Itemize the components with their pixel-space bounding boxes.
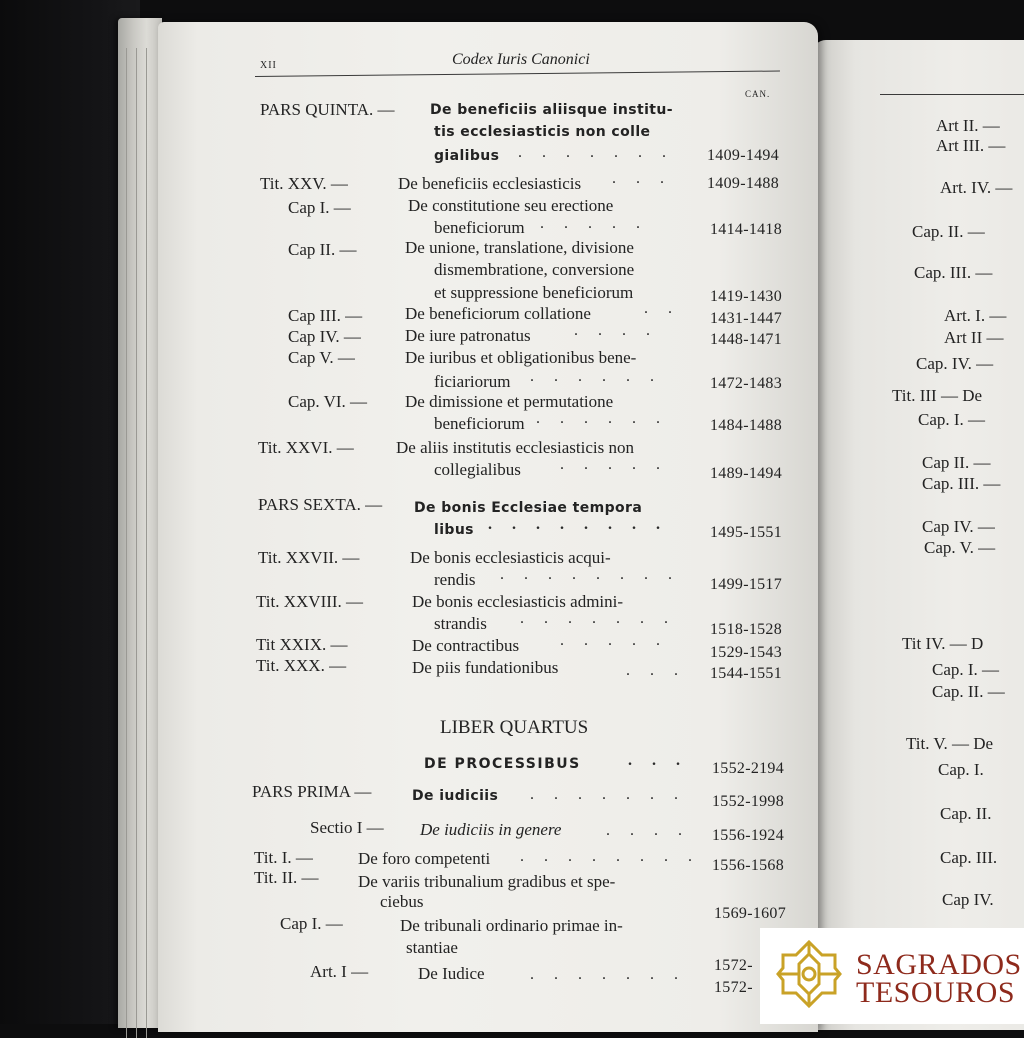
- entry-label: PARS PRIMA —: [252, 782, 372, 801]
- canon-ref: 1489-1494: [710, 465, 783, 482]
- right-entry: Cap. III. —: [914, 263, 993, 282]
- entry-text: De contractibus: [412, 636, 520, 655]
- entry-text: beneficiorum: [434, 218, 525, 237]
- canon-ref: 1414-1418: [710, 221, 783, 238]
- entry-text: dismembratione, conversione: [434, 260, 635, 279]
- entry-text: De Iudice: [418, 964, 485, 983]
- entry-label: Tit. II. —: [254, 868, 319, 887]
- entry-text: De beneficiis ecclesiasticis: [398, 174, 582, 193]
- brand-name-line1: SAGRADOS: [856, 948, 1022, 981]
- canon-ref: 1409-1494: [707, 147, 780, 164]
- right-entry: Cap IV.: [942, 890, 994, 909]
- canon-ref: 1569-1607: [714, 905, 787, 922]
- book-subheading: DE PROCESSIBUS: [424, 756, 581, 772]
- entry-text: strandis: [434, 614, 487, 633]
- canon-ref: 1572-: [714, 957, 753, 974]
- entry-text: ciebus: [380, 892, 424, 911]
- page-number: XII: [260, 60, 277, 71]
- canon-ref: 1529-1543: [710, 644, 783, 661]
- entry-text: De iuribus et obligationibus bene-: [405, 348, 637, 367]
- right-entry: Tit. V. — De: [906, 734, 994, 753]
- entry-text: De iudiciis in genere: [420, 820, 562, 839]
- right-header-rule: [880, 94, 1024, 95]
- column-label: CAN.: [745, 89, 771, 99]
- entry-label: Tit. XXVIII. —: [256, 592, 364, 611]
- canon-ref: 1572-: [714, 979, 753, 996]
- right-entry: Cap. IV. —: [916, 354, 994, 373]
- right-entry: Cap. V. —: [924, 538, 996, 557]
- entry-text: De bonis ecclesiasticis admini-: [412, 592, 624, 611]
- entry-label: Sectio I —: [310, 818, 384, 837]
- canon-ref: 1556-1924: [712, 827, 785, 844]
- entry-label: Art. I —: [310, 962, 369, 981]
- right-entry: Cap. II. —: [912, 222, 985, 241]
- right-entry: Cap. II.: [940, 804, 992, 823]
- right-entry: Cap. II. —: [932, 682, 1005, 701]
- entry-text: De constitutione seu erectione: [408, 196, 614, 215]
- canon-ref: 1419-1430: [710, 288, 783, 305]
- right-entry: Art II —: [944, 328, 1004, 347]
- right-entry: Cap. I.: [938, 760, 984, 779]
- entry-label: Tit. I. —: [254, 848, 313, 867]
- book-heading: LIBER QUARTUS: [440, 717, 589, 738]
- entry-label: Tit. XXVII. —: [258, 548, 360, 567]
- right-entry: Art. I. —: [944, 306, 1007, 325]
- entry-text: De foro competenti: [358, 849, 491, 868]
- entry-label: Tit. XXV. —: [260, 174, 348, 193]
- entry-text: rendis: [434, 570, 476, 589]
- entry-text: De dimissione et permutatione: [405, 392, 614, 411]
- entry-text: gialibus: [434, 148, 500, 164]
- entry-label: Cap I. —: [288, 198, 351, 217]
- ornament-logo-icon: [774, 938, 844, 1010]
- right-entry: Cap. I. —: [918, 410, 986, 429]
- canon-ref: 1472-1483: [710, 375, 783, 392]
- entry-text: libus: [434, 522, 474, 538]
- entry-text: De beneficiis aliisque institu-: [430, 102, 673, 118]
- canon-ref: 1552-2194: [712, 760, 785, 777]
- entry-label: Tit XXIX. —: [256, 635, 348, 654]
- right-entry: Tit IV. — D: [902, 634, 984, 653]
- right-entry: Cap. III.: [940, 848, 998, 867]
- entry-label: Cap II. —: [288, 240, 357, 259]
- entry-text: De piis fundationibus: [412, 658, 559, 677]
- entry-text: De variis tribunalium gradibus et spe-: [358, 872, 616, 891]
- entry-text: ficiariorum: [434, 372, 511, 391]
- right-entry: Cap IV. —: [922, 517, 995, 536]
- entry-label: Cap I. —: [280, 914, 343, 933]
- entry-text: De bonis Ecclesiae tempora: [414, 500, 643, 516]
- brand-name-line2: TESOUROS: [856, 976, 1016, 1009]
- entry-label: Tit. XXVI. —: [258, 438, 354, 457]
- entry-label: Tit. XXX. —: [256, 656, 347, 675]
- running-title: Codex Iuris Canonici: [452, 51, 590, 68]
- entry-text: De beneficiorum collatione: [405, 304, 591, 323]
- book-page-edges: [118, 18, 162, 1028]
- entry-text: et suppressione beneficiorum: [434, 283, 634, 302]
- entry-text: beneficiorum: [434, 414, 525, 433]
- entry-label: Cap III. —: [288, 306, 363, 325]
- canon-ref: 1484-1488: [710, 417, 783, 434]
- canon-ref: 1552-1998: [712, 793, 785, 810]
- canon-ref: 1448-1471: [710, 331, 783, 348]
- canon-ref: 1495-1551: [710, 524, 783, 541]
- right-entry: Cap. III. —: [922, 474, 1001, 493]
- canon-ref: 1409-1488: [707, 175, 780, 192]
- right-entry: Tit. III — De: [892, 386, 983, 405]
- entry-text: De bonis ecclesiasticis acqui-: [410, 548, 611, 567]
- entry-text: tis ecclesiasticis non colle: [434, 124, 651, 140]
- entry-label: Cap. VI. —: [288, 392, 368, 411]
- right-entry: Art III. —: [936, 136, 1006, 155]
- entry-label: Cap IV. —: [288, 327, 361, 346]
- entry-label: PARS SEXTA. —: [258, 495, 383, 514]
- entry-label: Cap V. —: [288, 348, 355, 367]
- entry-text: De unione, translatione, divisione: [405, 238, 634, 257]
- entry-text: stantiae: [406, 938, 458, 957]
- entry-text: De iudiciis: [412, 788, 499, 804]
- right-entry: Cap II. —: [922, 453, 991, 472]
- entry-label: PARS QUINTA. —: [260, 100, 395, 119]
- canon-ref: 1544-1551: [710, 665, 783, 682]
- canon-ref: 1556-1568: [712, 857, 785, 874]
- entry-text: collegialibus: [434, 460, 521, 479]
- right-entry: Art II. —: [936, 116, 1000, 135]
- entry-text: De aliis institutis ecclesiasticis non: [396, 438, 634, 457]
- entry-text: De iure patronatus: [405, 326, 531, 345]
- entry-text: De tribunali ordinario primae in-: [400, 916, 623, 935]
- right-entry: Art. IV. —: [940, 178, 1013, 197]
- canon-ref: 1518-1528: [710, 621, 783, 638]
- canon-ref: 1431-1447: [710, 310, 783, 327]
- canon-ref: 1499-1517: [710, 576, 783, 593]
- right-entry: Cap. I. —: [932, 660, 1000, 679]
